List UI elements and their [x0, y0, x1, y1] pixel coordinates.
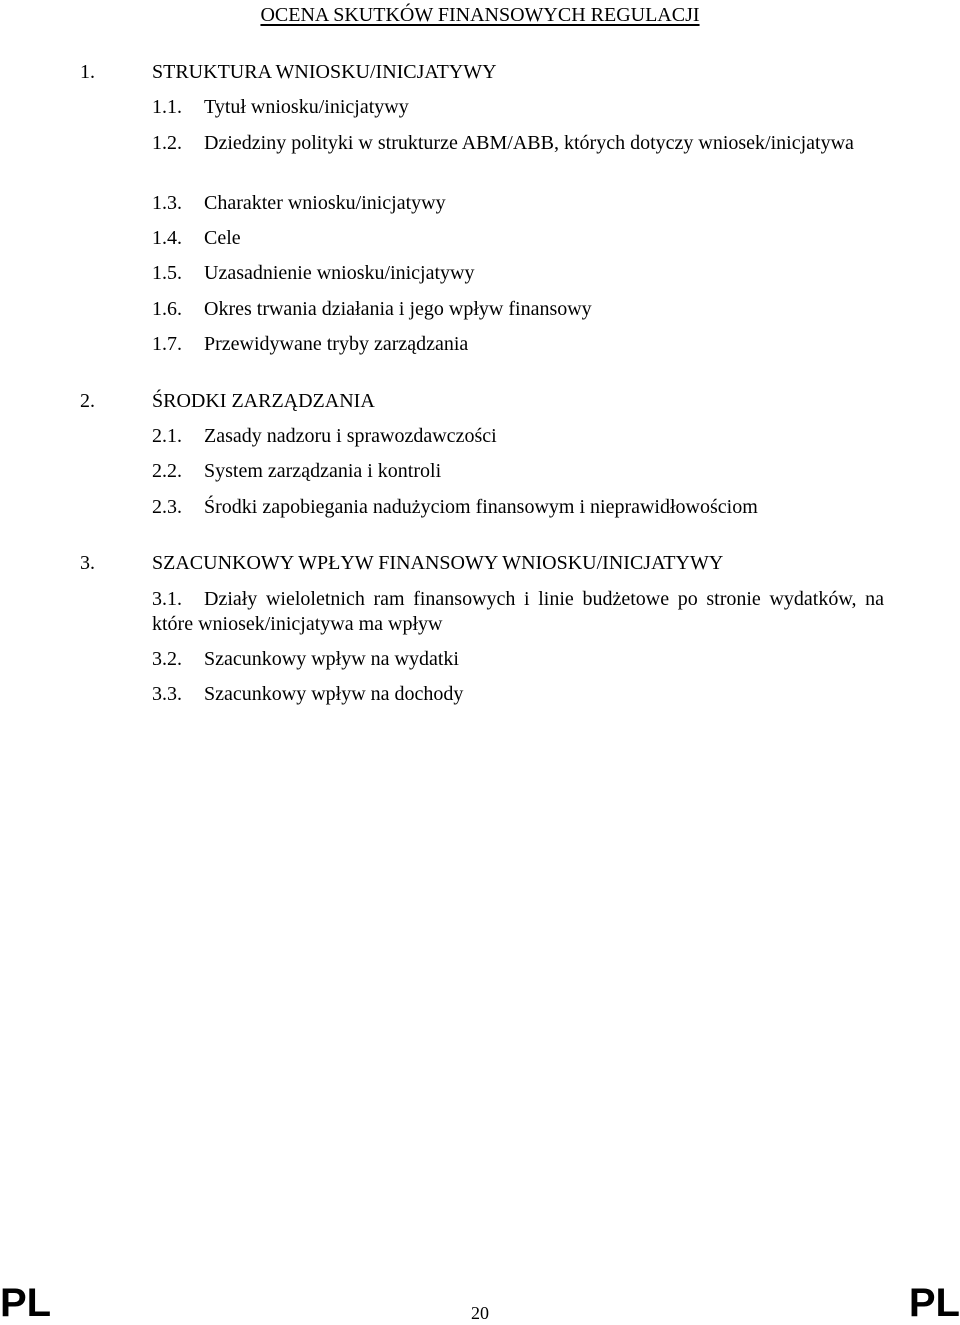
toc-item-1-6: [152, 297, 884, 322]
item-text: Okres trwania działania i jego wpływ finansowy: [204, 298, 592, 320]
section-title: STRUKTURA WNIOSKU/INICJATYWY: [152, 61, 497, 83]
item-number: 2.2.: [152, 460, 182, 482]
item-number: 3.3.: [152, 683, 182, 705]
section-title: SZACUNKOWY WPŁYW FINANSOWY WNIOSKU/INICJATYWY: [152, 552, 724, 574]
item-number: 3.2.: [152, 648, 182, 670]
item-text: Środki zapobiegania nadużyciom finansowym i nieprawidłowościom: [204, 496, 758, 518]
toc-item-2-3: [152, 495, 884, 520]
toc-item-3-2: [152, 647, 884, 672]
item-text: Charakter wniosku/inicjatywy: [204, 192, 446, 214]
section-title: ŚRODKI ZARZĄDZANIA: [152, 390, 375, 412]
document-title: OCENA SKUTKÓW FINANSOWYCH REGULACJI: [260, 4, 700, 26]
toc-item-1-2: [152, 131, 884, 156]
item-text: Tytuł wniosku/inicjatywy: [204, 96, 409, 118]
item-text: Działy wieloletnich ram finansowych i linie budżetowe po stronie wydatków, na które wniosek/inicjatywa ma wpływ: [152, 588, 884, 635]
footer-language-mark-right: PL: [908, 1281, 960, 1325]
toc-item-2-1: [152, 424, 884, 449]
item-number: 1.2.: [152, 132, 182, 154]
item-number: 3.1.: [152, 588, 182, 610]
footer-language-mark-left: PL: [0, 1281, 52, 1325]
page-number: 20: [471, 1303, 489, 1323]
item-text: Uzasadnienie wniosku/inicjatywy: [204, 262, 475, 284]
item-text: Szacunkowy wpływ na dochody: [204, 683, 464, 705]
toc-item-1-5: [152, 261, 884, 286]
toc-item-3-3: [152, 682, 884, 707]
toc-item-1-1: [152, 95, 884, 120]
item-number: 1.5.: [152, 262, 182, 284]
item-text: System zarządzania i kontroli: [204, 460, 442, 482]
item-number: 1.6.: [152, 298, 182, 320]
toc-item-3-1: [152, 587, 884, 637]
toc-item-2-2: [152, 459, 884, 484]
section-number: 3.: [80, 552, 95, 574]
item-text: Cele: [204, 227, 241, 249]
item-number: 1.7.: [152, 333, 182, 355]
item-number: 1.4.: [152, 227, 182, 249]
section-number: 2.: [80, 390, 95, 412]
item-number: 1.1.: [152, 96, 182, 118]
item-number: 2.1.: [152, 425, 182, 447]
item-number: 2.3.: [152, 496, 182, 518]
section-number: 1.: [80, 61, 95, 83]
item-text: Przewidywane tryby zarządzania: [204, 333, 469, 355]
toc-item-1-3: [152, 191, 884, 216]
item-text: Szacunkowy wpływ na wydatki: [204, 648, 459, 670]
item-number: 1.3.: [152, 192, 182, 214]
item-text: Dziedziny polityki w strukturze ABM/ABB, których dotyczy wniosek/inicjatywa: [204, 132, 854, 154]
item-text: Zasady nadzoru i sprawozdawczości: [204, 425, 497, 447]
toc-item-1-7: [152, 332, 884, 357]
toc-item-1-4: [152, 226, 884, 251]
